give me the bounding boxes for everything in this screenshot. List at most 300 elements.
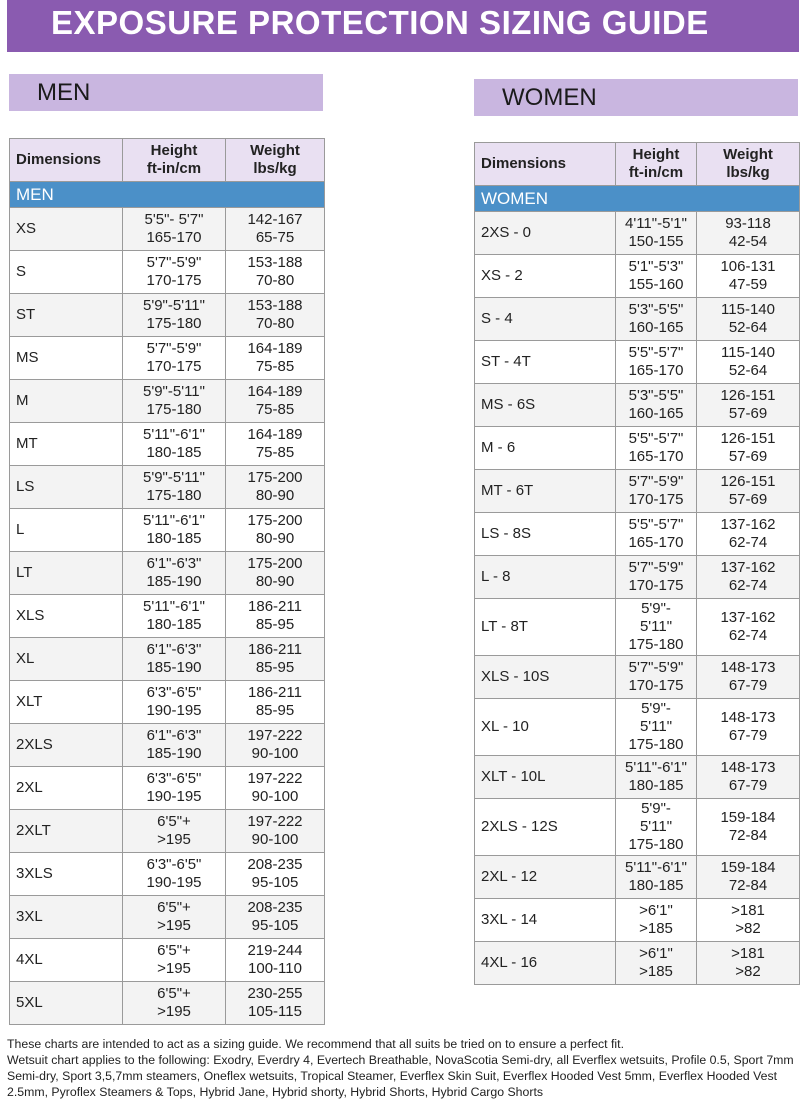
table-row bbox=[10, 939, 325, 982]
weight-value: 197-222 bbox=[247, 813, 303, 830]
height-cell bbox=[616, 799, 697, 856]
weight-value: 175-200 bbox=[247, 512, 303, 529]
height-value: 6'1"-6'3" bbox=[146, 641, 202, 658]
weight-value: >82 bbox=[735, 920, 761, 937]
height-value: 5'9"- bbox=[641, 600, 671, 617]
footer-note-applicability: Wetsuit chart applies to the following: Exodry, Everdry 4, Evertech Breathable, NovaScotia Semi-dry, all Everflex wetsuits, Profile 0.5, Sport 7mm Semi-dry, Sport 3,5,7mm steamers, Oneflex wetsuits, Tropical Steamer, Everflex Skin Suit, Everflex Hooded Vest 5mm, Everflex Hooded Vest 2.5mm, Pyroflex Steamers & Tops, Hybrid Jane, Hybrid shorty, Hybrid Shorts, Hybrid Cargo Shorts bbox=[7, 1053, 794, 1099]
weight-cell bbox=[697, 856, 800, 899]
weight-value: 47-59 bbox=[728, 276, 768, 293]
height-value: 5'7"-5'9" bbox=[146, 340, 202, 357]
height-value: 5'3"-5'5" bbox=[628, 301, 684, 318]
table-row bbox=[10, 810, 325, 853]
weight-cell bbox=[697, 556, 800, 599]
men-height-header: Height ft-in/cm bbox=[123, 139, 226, 182]
page-title: EXPOSURE PROTECTION SIZING GUIDE bbox=[51, 4, 709, 41]
table-row bbox=[10, 896, 325, 939]
women-size-table bbox=[474, 142, 800, 985]
weight-value: 126-151 bbox=[720, 430, 776, 447]
weight-value: 219-244 bbox=[247, 942, 303, 959]
weight-cell bbox=[226, 724, 325, 767]
height-cell bbox=[123, 251, 226, 294]
weight-value: 175-200 bbox=[247, 469, 303, 486]
height-cell bbox=[616, 699, 697, 756]
height-cell bbox=[616, 656, 697, 699]
table-row bbox=[475, 942, 800, 985]
weight-cell bbox=[697, 942, 800, 985]
height-cell bbox=[123, 466, 226, 509]
height-value: 5'11"-6'1" bbox=[143, 512, 205, 529]
height-cell bbox=[616, 556, 697, 599]
table-row bbox=[475, 556, 800, 599]
height-cell bbox=[616, 384, 697, 427]
weight-cell bbox=[697, 298, 800, 341]
height-value: 190-195 bbox=[146, 702, 202, 719]
size-cell: LT - 8T bbox=[475, 599, 616, 656]
height-value: 5'11"-6'1" bbox=[625, 859, 687, 876]
weight-cell bbox=[226, 982, 325, 1025]
weight-cell bbox=[697, 341, 800, 384]
weight-value: 85-95 bbox=[255, 702, 295, 719]
height-value: 5'7"-5'9" bbox=[628, 659, 684, 676]
table-row bbox=[10, 337, 325, 380]
height-value: 155-160 bbox=[628, 276, 684, 293]
weight-cell bbox=[697, 470, 800, 513]
table-row bbox=[10, 767, 325, 810]
height-value: 165-170 bbox=[628, 534, 684, 551]
women-section-label: WOMEN bbox=[502, 84, 597, 111]
height-value: 185-190 bbox=[146, 745, 202, 762]
size-cell: LS bbox=[10, 466, 123, 509]
height-cell bbox=[123, 337, 226, 380]
height-value: >195 bbox=[157, 1003, 191, 1020]
height-value: 170-175 bbox=[628, 577, 684, 594]
size-cell: 2XL - 12 bbox=[475, 856, 616, 899]
height-value: 175-180 bbox=[628, 636, 684, 653]
weight-value: 90-100 bbox=[251, 788, 299, 805]
weight-value: 57-69 bbox=[728, 405, 768, 422]
weight-value: 70-80 bbox=[255, 315, 295, 332]
height-value: 180-185 bbox=[146, 444, 202, 461]
table-row bbox=[475, 799, 800, 856]
weight-cell bbox=[697, 513, 800, 556]
height-value: >195 bbox=[157, 960, 191, 977]
weight-value: 186-211 bbox=[248, 641, 302, 658]
height-value: 5'1"-5'3" bbox=[628, 258, 684, 275]
weight-value: 67-79 bbox=[728, 727, 768, 744]
height-value: 170-175 bbox=[628, 491, 684, 508]
table-row bbox=[475, 384, 800, 427]
weight-value: 80-90 bbox=[255, 573, 295, 590]
height-value: 165-170 bbox=[628, 448, 684, 465]
weight-value: 57-69 bbox=[728, 448, 768, 465]
height-value: 5'9"-5'11" bbox=[143, 469, 205, 486]
size-cell: M - 6 bbox=[475, 427, 616, 470]
table-row bbox=[10, 638, 325, 681]
table-row bbox=[475, 341, 800, 384]
weight-value: 164-189 bbox=[247, 383, 303, 400]
table-row bbox=[475, 899, 800, 942]
height-cell bbox=[123, 681, 226, 724]
size-cell: XL bbox=[10, 638, 123, 681]
height-cell bbox=[616, 942, 697, 985]
table-row bbox=[10, 595, 325, 638]
table-row bbox=[10, 294, 325, 337]
size-cell: LS - 8S bbox=[475, 513, 616, 556]
weight-value: 137-162 bbox=[720, 559, 776, 576]
height-cell bbox=[123, 208, 226, 251]
table-row bbox=[10, 423, 325, 466]
size-cell: XS - 2 bbox=[475, 255, 616, 298]
height-value: 6'5"+ bbox=[157, 813, 191, 830]
table-row bbox=[10, 681, 325, 724]
weight-cell bbox=[697, 656, 800, 699]
weight-value: 67-79 bbox=[728, 677, 768, 694]
weight-value: >181 bbox=[731, 945, 765, 962]
women-group-row bbox=[475, 186, 800, 212]
weight-value: 95-105 bbox=[251, 917, 299, 934]
height-value: 165-170 bbox=[628, 362, 684, 379]
height-value: 5'5"-5'7" bbox=[628, 516, 684, 533]
weight-value: 57-69 bbox=[728, 491, 768, 508]
table-row bbox=[10, 724, 325, 767]
height-value: 5'11"-6'1" bbox=[143, 598, 205, 615]
size-cell: MS - 6S bbox=[475, 384, 616, 427]
weight-cell bbox=[226, 595, 325, 638]
weight-value: 126-151 bbox=[720, 387, 776, 404]
height-value: 6'1"-6'3" bbox=[146, 555, 202, 572]
weight-value: 175-200 bbox=[247, 555, 303, 572]
weight-value: 62-74 bbox=[728, 534, 768, 551]
height-cell bbox=[616, 599, 697, 656]
height-value: 5'5"- 5'7" bbox=[144, 211, 204, 228]
weight-cell bbox=[226, 337, 325, 380]
weight-value: 186-211 bbox=[248, 684, 302, 701]
weight-value: 148-173 bbox=[720, 659, 776, 676]
height-cell bbox=[616, 513, 697, 556]
weight-value: 197-222 bbox=[247, 770, 303, 787]
weight-value: 159-184 bbox=[720, 859, 776, 876]
height-value: 6'3"-6'5" bbox=[146, 684, 202, 701]
weight-cell bbox=[226, 853, 325, 896]
height-cell bbox=[616, 756, 697, 799]
size-cell: 2XLT bbox=[10, 810, 123, 853]
table-row bbox=[10, 982, 325, 1025]
height-value: 5'5"-5'7" bbox=[628, 344, 684, 361]
table-row bbox=[10, 380, 325, 423]
size-cell: 4XL bbox=[10, 939, 123, 982]
weight-cell bbox=[697, 756, 800, 799]
height-cell bbox=[123, 294, 226, 337]
weight-cell bbox=[697, 427, 800, 470]
weight-value: 148-173 bbox=[720, 709, 776, 726]
height-value: 170-175 bbox=[146, 358, 202, 375]
weight-value: 197-222 bbox=[247, 727, 303, 744]
weight-cell bbox=[697, 799, 800, 856]
weight-value: 65-75 bbox=[255, 229, 295, 246]
weight-value: 95-105 bbox=[251, 874, 299, 891]
weight-value: 148-173 bbox=[720, 759, 776, 776]
size-cell: M bbox=[10, 380, 123, 423]
men-header-row bbox=[10, 139, 325, 182]
height-value: 185-190 bbox=[146, 659, 202, 676]
height-value: 5'7"-5'9" bbox=[628, 473, 684, 490]
table-row bbox=[475, 756, 800, 799]
height-cell bbox=[123, 939, 226, 982]
height-value: 6'5"+ bbox=[157, 899, 191, 916]
size-cell: 3XL - 14 bbox=[475, 899, 616, 942]
height-value: >185 bbox=[639, 920, 673, 937]
weight-cell bbox=[226, 208, 325, 251]
height-value: 6'5"+ bbox=[157, 985, 191, 1002]
height-cell bbox=[123, 423, 226, 466]
height-value: 4'11"-5'1" bbox=[625, 215, 687, 232]
weight-cell bbox=[697, 599, 800, 656]
table-row bbox=[475, 427, 800, 470]
weight-cell bbox=[697, 899, 800, 942]
footer-notes bbox=[7, 1036, 797, 1100]
height-value: 5'11"-6'1" bbox=[625, 759, 687, 776]
weight-cell bbox=[697, 384, 800, 427]
size-cell: XL - 10 bbox=[475, 699, 616, 756]
footer-note-disclaimer: These charts are intended to act as a sizing guide. We recommend that all suits be tried on to ensure a perfect fit. bbox=[7, 1037, 624, 1051]
weight-cell bbox=[697, 212, 800, 255]
height-value: 5'9"- bbox=[641, 800, 671, 817]
height-value: 175-180 bbox=[628, 836, 684, 853]
height-value: 5'11" bbox=[639, 718, 673, 735]
size-cell: L - 8 bbox=[475, 556, 616, 599]
table-row bbox=[475, 656, 800, 699]
height-value: 165-170 bbox=[146, 229, 202, 246]
height-cell bbox=[123, 509, 226, 552]
height-cell bbox=[616, 899, 697, 942]
height-cell bbox=[616, 212, 697, 255]
weight-value: 186-211 bbox=[248, 598, 302, 615]
weight-value: 115-140 bbox=[721, 344, 775, 361]
height-cell bbox=[616, 341, 697, 384]
size-cell: MT - 6T bbox=[475, 470, 616, 513]
height-value: 160-165 bbox=[628, 319, 684, 336]
men-weight-header: Weight lbs/kg bbox=[226, 139, 325, 182]
size-cell: XS bbox=[10, 208, 123, 251]
weight-value: 67-79 bbox=[728, 777, 768, 794]
weight-cell bbox=[226, 638, 325, 681]
height-cell bbox=[123, 724, 226, 767]
height-value: >195 bbox=[157, 917, 191, 934]
table-row bbox=[475, 699, 800, 756]
size-cell: 2XLS bbox=[10, 724, 123, 767]
height-value: >6'1" bbox=[639, 902, 673, 919]
weight-value: 100-110 bbox=[248, 960, 302, 977]
weight-value: 137-162 bbox=[720, 609, 776, 626]
table-row bbox=[475, 470, 800, 513]
height-cell bbox=[123, 810, 226, 853]
size-cell: MS bbox=[10, 337, 123, 380]
weight-value: 137-162 bbox=[720, 516, 776, 533]
size-cell: 2XL bbox=[10, 767, 123, 810]
weight-value: 52-64 bbox=[728, 362, 768, 379]
height-cell bbox=[123, 552, 226, 595]
weight-value: >82 bbox=[735, 963, 761, 980]
weight-value: 105-115 bbox=[248, 1003, 302, 1020]
weight-value: 75-85 bbox=[255, 401, 295, 418]
table-row bbox=[475, 856, 800, 899]
height-value: 5'7"-5'9" bbox=[146, 254, 202, 271]
height-value: 190-195 bbox=[146, 788, 202, 805]
height-cell bbox=[616, 856, 697, 899]
table-row bbox=[10, 208, 325, 251]
table-row bbox=[475, 599, 800, 656]
height-value: 6'5"+ bbox=[157, 942, 191, 959]
height-value: 6'3"-6'5" bbox=[146, 770, 202, 787]
weight-value: 62-74 bbox=[728, 627, 768, 644]
size-cell: ST - 4T bbox=[475, 341, 616, 384]
weight-value: 142-167 bbox=[247, 211, 303, 228]
table-row bbox=[10, 509, 325, 552]
weight-value: 75-85 bbox=[255, 358, 295, 375]
weight-value: 85-95 bbox=[255, 659, 295, 676]
weight-value: 80-90 bbox=[255, 530, 295, 547]
weight-cell bbox=[226, 509, 325, 552]
weight-value: 159-184 bbox=[720, 809, 776, 826]
height-value: 175-180 bbox=[628, 736, 684, 753]
weight-cell bbox=[226, 810, 325, 853]
table-row bbox=[10, 552, 325, 595]
height-value: 5'11"-6'1" bbox=[143, 426, 205, 443]
table-row bbox=[475, 255, 800, 298]
weight-value: 164-189 bbox=[247, 340, 303, 357]
weight-value: >181 bbox=[731, 902, 765, 919]
weight-value: 62-74 bbox=[728, 577, 768, 594]
height-value: 5'9"-5'11" bbox=[143, 383, 205, 400]
height-value: 5'7"-5'9" bbox=[628, 559, 684, 576]
weight-cell bbox=[226, 939, 325, 982]
size-cell: 3XLS bbox=[10, 853, 123, 896]
height-value: 170-175 bbox=[628, 677, 684, 694]
women-header-row bbox=[475, 143, 800, 186]
women-section-bar bbox=[474, 79, 798, 116]
weight-cell bbox=[697, 255, 800, 298]
weight-cell bbox=[226, 380, 325, 423]
weight-value: 208-235 bbox=[247, 856, 303, 873]
weight-cell bbox=[697, 699, 800, 756]
weight-value: 52-64 bbox=[728, 319, 768, 336]
weight-value: 93-118 bbox=[725, 215, 771, 232]
weight-value: 153-188 bbox=[247, 254, 303, 271]
height-cell bbox=[123, 595, 226, 638]
weight-value: 72-84 bbox=[728, 827, 768, 844]
height-value: 180-185 bbox=[146, 616, 202, 633]
height-cell bbox=[123, 380, 226, 423]
table-row bbox=[475, 513, 800, 556]
height-value: 5'9"-5'11" bbox=[143, 297, 205, 314]
height-value: 175-180 bbox=[146, 487, 202, 504]
size-cell: LT bbox=[10, 552, 123, 595]
size-cell: MT bbox=[10, 423, 123, 466]
men-section-label: MEN bbox=[37, 79, 91, 106]
weight-value: 153-188 bbox=[247, 297, 303, 314]
table-row bbox=[10, 853, 325, 896]
size-cell: XLS - 10S bbox=[475, 656, 616, 699]
weight-value: 230-255 bbox=[247, 985, 303, 1002]
weight-value: 90-100 bbox=[251, 745, 299, 762]
weight-cell bbox=[226, 251, 325, 294]
women-height-header: Height ft-in/cm bbox=[616, 143, 697, 186]
size-cell: XLT - 10L bbox=[475, 756, 616, 799]
height-cell bbox=[123, 638, 226, 681]
men-dimensions-header: Dimensions bbox=[10, 139, 123, 182]
height-value: >6'1" bbox=[639, 945, 673, 962]
size-cell: 3XL bbox=[10, 896, 123, 939]
table-row bbox=[10, 466, 325, 509]
size-cell: ST bbox=[10, 294, 123, 337]
men-section-bar bbox=[9, 74, 323, 111]
size-cell: 2XLS - 12S bbox=[475, 799, 616, 856]
weight-cell bbox=[226, 423, 325, 466]
women-dimensions-header: Dimensions bbox=[475, 143, 616, 186]
title-banner bbox=[7, 0, 799, 52]
height-value: 175-180 bbox=[146, 315, 202, 332]
women-weight-header: Weight lbs/kg bbox=[697, 143, 800, 186]
height-cell bbox=[616, 255, 697, 298]
weight-value: 126-151 bbox=[720, 473, 776, 490]
weight-value: 72-84 bbox=[728, 877, 768, 894]
weight-value: 90-100 bbox=[251, 831, 299, 848]
weight-value: 70-80 bbox=[255, 272, 295, 289]
height-value: 6'3"-6'5" bbox=[146, 856, 202, 873]
height-value: 190-195 bbox=[146, 874, 202, 891]
size-cell: 5XL bbox=[10, 982, 123, 1025]
weight-cell bbox=[226, 466, 325, 509]
height-value: 5'11" bbox=[639, 818, 673, 835]
height-cell bbox=[123, 896, 226, 939]
size-cell: XLS bbox=[10, 595, 123, 638]
height-cell bbox=[616, 427, 697, 470]
weight-cell bbox=[226, 552, 325, 595]
height-value: 5'9"- bbox=[641, 700, 671, 717]
height-value: 175-180 bbox=[146, 401, 202, 418]
weight-cell bbox=[226, 681, 325, 724]
height-cell bbox=[616, 298, 697, 341]
weight-cell bbox=[226, 896, 325, 939]
weight-value: 115-140 bbox=[721, 301, 775, 318]
weight-value: 85-95 bbox=[255, 616, 295, 633]
table-row bbox=[475, 212, 800, 255]
height-cell bbox=[123, 767, 226, 810]
size-cell: S bbox=[10, 251, 123, 294]
weight-value: 80-90 bbox=[255, 487, 295, 504]
height-value: 180-185 bbox=[628, 877, 684, 894]
height-value: 185-190 bbox=[146, 573, 202, 590]
table-row bbox=[10, 251, 325, 294]
size-cell: XLT bbox=[10, 681, 123, 724]
weight-value: 106-131 bbox=[720, 258, 776, 275]
height-cell bbox=[616, 470, 697, 513]
size-cell: 4XL - 16 bbox=[475, 942, 616, 985]
size-cell: S - 4 bbox=[475, 298, 616, 341]
table-row bbox=[475, 298, 800, 341]
men-group-row bbox=[10, 182, 325, 208]
men-size-table bbox=[9, 138, 325, 1025]
height-value: >185 bbox=[639, 963, 673, 980]
men-group-label: MEN bbox=[10, 182, 325, 208]
height-cell bbox=[123, 853, 226, 896]
height-value: 160-165 bbox=[628, 405, 684, 422]
weight-value: 75-85 bbox=[255, 444, 295, 461]
size-cell: L bbox=[10, 509, 123, 552]
height-value: 180-185 bbox=[628, 777, 684, 794]
height-value: 6'1"-6'3" bbox=[146, 727, 202, 744]
height-value: 170-175 bbox=[146, 272, 202, 289]
